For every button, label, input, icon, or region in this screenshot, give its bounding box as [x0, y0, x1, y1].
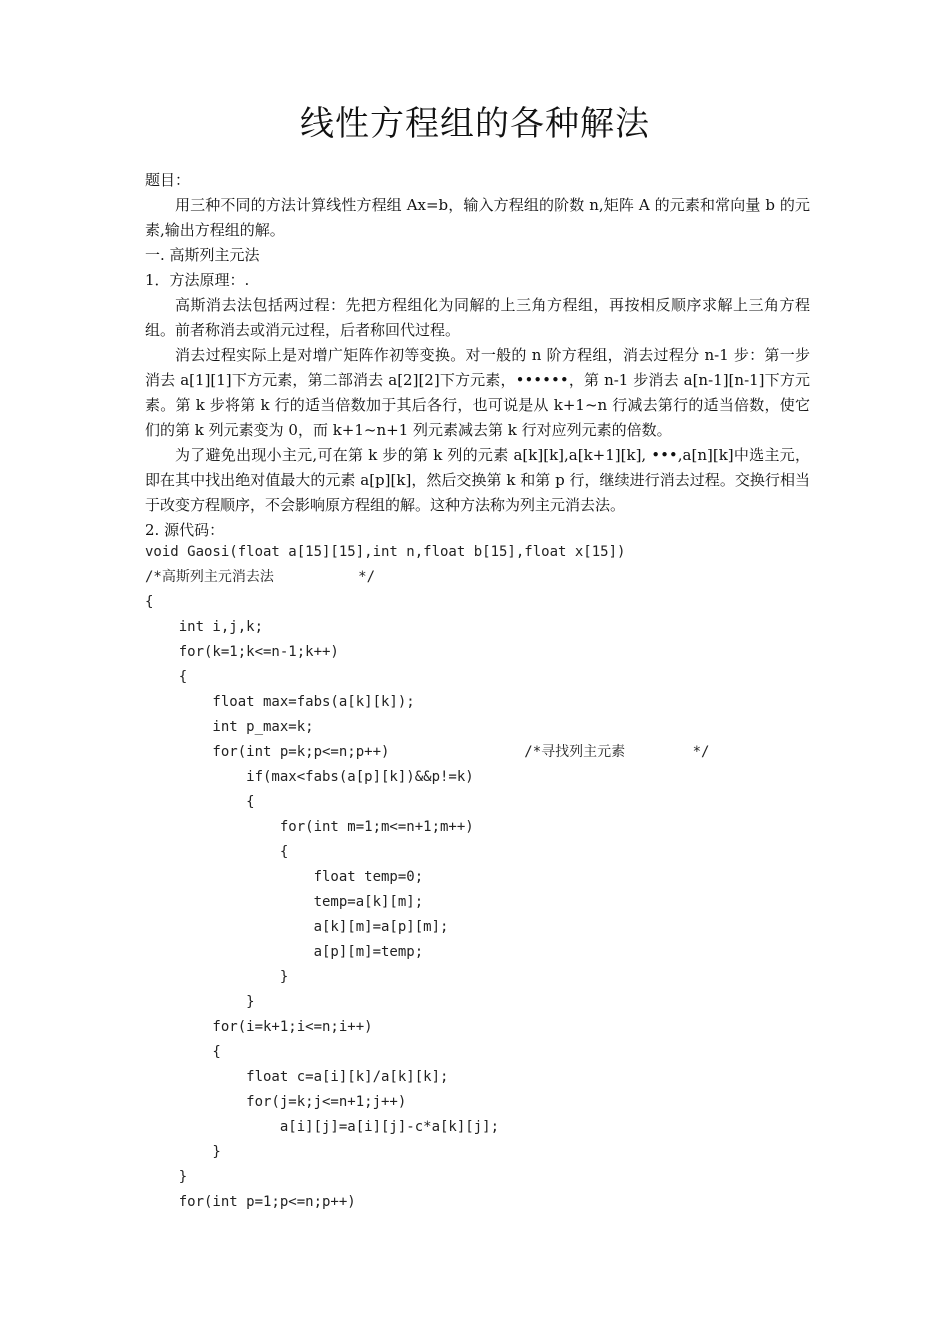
section-label-topic: 题目： — [145, 171, 191, 189]
code-line: } — [145, 994, 255, 1010]
code-line: void Gaosi(float a[15][15],int n,float b[15],float x[15]) — [145, 544, 626, 560]
code-line: if(max<fabs(a[p][k])&&p!=k) — [145, 769, 474, 785]
code-line: int p_max=k; — [145, 719, 314, 735]
problem-statement: 用三种不同的方法计算线性方程组 Ax=b，输入方程组的阶数 n,矩阵 A 的元素和常向量 b 的元素,输出方程组的解。 — [145, 196, 810, 239]
code-line: for(k=1;k<=n-1;k++) — [145, 644, 339, 660]
code-line: a[k][m]=a[p][m]; — [145, 919, 449, 935]
section-heading-gauss: 一. 高斯列主元法 — [145, 246, 260, 264]
code-line: for(int m=1;m<=n+1;m++) — [145, 819, 474, 835]
code-line: { — [145, 1044, 221, 1060]
code-line: int i,j,k; — [145, 619, 264, 635]
code-line: /*高斯列主元消去法 */ — [145, 569, 376, 585]
code-line: { — [145, 794, 255, 810]
code-line: a[p][m]=temp; — [145, 944, 424, 960]
code-line: } — [145, 1144, 221, 1160]
code-line: { — [145, 594, 154, 610]
subsection-heading-source-code: 2. 源代码： — [145, 521, 225, 539]
code-line: for(int p=1;p<=n;p++) — [145, 1194, 356, 1210]
principle-paragraph-2: 消去过程实际上是对增广矩阵作初等变换。对一般的 n 阶方程组，消去过程分 n-1 步：第一步消去 a[1][1]下方元素，第二部消去 a[2][2]下方元素，••••••，第 n-1 步消去 a[n-1][n-1]下方元素。第 k 步将第 k 行的适当倍数加于其后各行，也可说是从 k+1~n 行减去第行的适当倍数，使它们的第 k 列元素变为 0，而 k+1~n+1 列元素减去第 k 行对应列元素的倍数。 — [145, 346, 810, 439]
subsection-heading-principle: 1．方法原理：. — [145, 271, 250, 289]
document-body — [145, 168, 810, 543]
code-line: for(int p=k;p<=n;p++) /*寻找列主元素 */ — [145, 744, 710, 760]
code-line: for(i=k+1;i<=n;i++) — [145, 1019, 373, 1035]
code-line: for(j=k;j<=n+1;j++) — [145, 1094, 407, 1110]
code-line: a[i][j]=a[i][j]-c*a[k][j]; — [145, 1119, 500, 1135]
code-line: float c=a[i][k]/a[k][k]; — [145, 1069, 449, 1085]
principle-paragraph-3: 为了避免出现小主元,可在第 k 步的第 k 列的元素 a[k][k],a[k+1][k], •••,a[n][k]中选主元，即在其中找出绝对值最大的元素 a[p][k]，然后交换第 k 和第 p 行，继续进行消去过程。交换行相当于改变方程顺序，不会影响原方程组的解。这种方法称为列主元消去法。 — [145, 446, 810, 514]
code-line: } — [145, 1169, 188, 1185]
code-line: } — [145, 969, 289, 985]
code-line: float temp=0; — [145, 869, 424, 885]
source-code-block — [145, 540, 810, 1215]
code-line: { — [145, 669, 188, 685]
principle-paragraph-1: 高斯消去法包括两过程：先把方程组化为同解的上三角方程组，再按相反顺序求解上三角方程组。前者称消去或消元过程，后者称回代过程。 — [145, 296, 810, 339]
code-line: temp=a[k][m]; — [145, 894, 424, 910]
document-title: 线性方程组的各种解法 — [300, 104, 650, 144]
code-line: float max=fabs(a[k][k]); — [145, 694, 415, 710]
code-line: { — [145, 844, 289, 860]
